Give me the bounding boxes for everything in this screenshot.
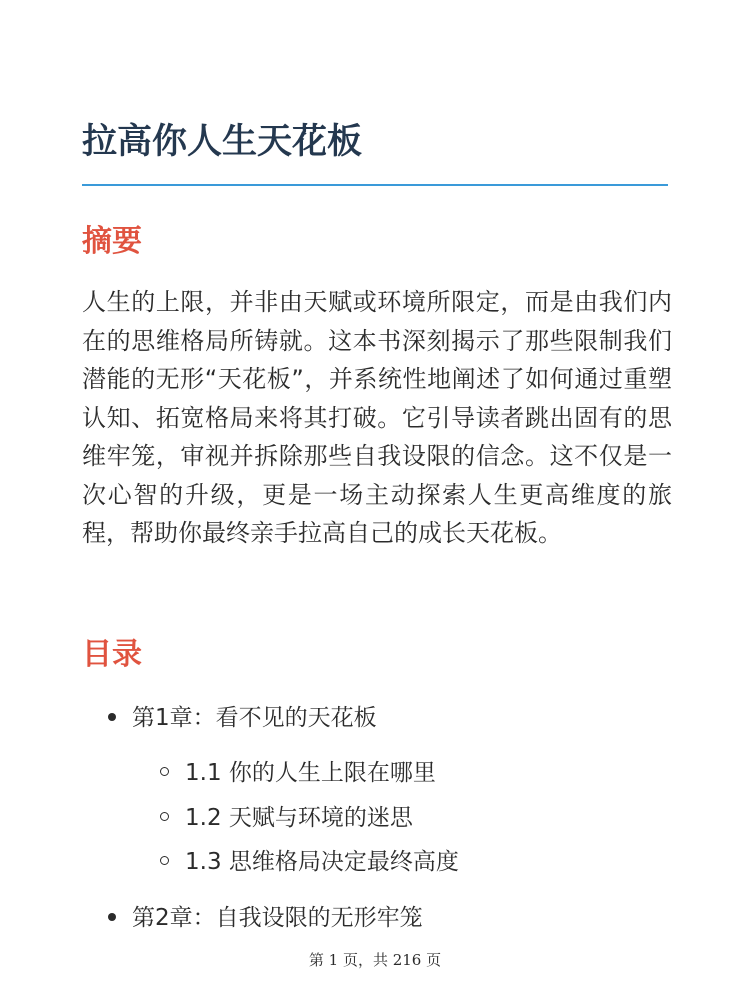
page-indicator: 第 1 页，共 216 页 (308, 951, 442, 969)
toc-item-label: 第2章：自我设限的无形牢笼 (132, 905, 423, 931)
bullet-circle-icon (160, 856, 169, 865)
title-divider (82, 184, 668, 186)
toc-item-label: 1.3 思维格局决定最终高度 (185, 849, 459, 875)
toc-heading: 目录 (82, 637, 142, 672)
toc-chapter-2[interactable] (108, 902, 423, 934)
bullet-circle-icon (160, 812, 169, 821)
bullet-disc-icon (108, 713, 116, 721)
toc-chapter-1[interactable] (108, 702, 377, 734)
abstract-paragraph: 人生的上限，并非由天赋或环境所限定，而是由我们内在的思维格局所铸就。这本书深刻揭示了那些限制我们潜能的无形“天花板”，并系统性地阐述了如何通过重塑认知、拓宽格局来将其打破。它引导读者跳出固有的思维牢笼，审视并拆除那些自我设限的信念。这不仅是一次心智的升级，更是一场主动探索人生更高维度的旅程，帮助你最终亲手拉高自己的成长天花板。 (82, 288, 672, 547)
document-title: 拉高你人生天花板 (82, 122, 363, 162)
bullet-disc-icon (108, 913, 116, 921)
toc-section-1-2[interactable] (160, 802, 413, 834)
bullet-circle-icon (160, 767, 169, 776)
toc-item-label: 1.2 天赋与环境的迷思 (185, 805, 413, 831)
toc-item-label: 第1章：看不见的天花板 (132, 705, 377, 731)
toc-item-label: 1.1 你的人生上限在哪里 (185, 760, 436, 786)
abstract-heading: 摘要 (82, 224, 142, 259)
toc-section-1-3[interactable] (160, 846, 459, 878)
toc-section-1-1[interactable] (160, 757, 436, 789)
